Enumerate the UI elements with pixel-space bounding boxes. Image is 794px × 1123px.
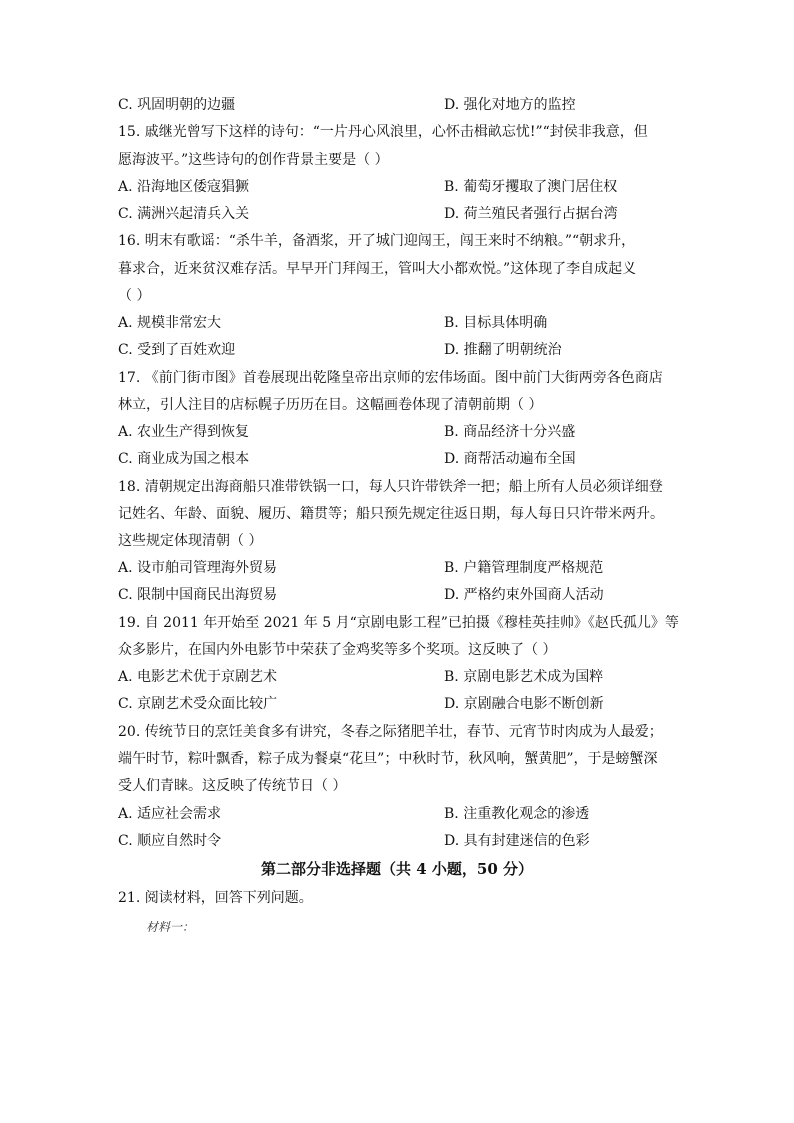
q16-option-a: A. 规模非常宏大 — [118, 315, 222, 331]
q21-material-label: 材料一： — [146, 920, 195, 934]
q18-stem-line2: 记姓名、年龄、面貌、履历、籍贯等；船只预先规定往返日期，每人每日只许带米两升。 — [118, 506, 664, 522]
q15-option-b: B. 葡萄牙攫取了澳门居住权 — [444, 179, 618, 195]
q15-option-c: C. 满洲兴起清兵入关 — [118, 206, 250, 222]
q19-option-d: D. 京剧融合电影不断创新 — [444, 696, 604, 712]
q20-option-a: A. 适应社会需求 — [118, 806, 222, 822]
prev-option-c: C. 巩固明朝的边疆 — [118, 97, 236, 113]
section2-title: 第二部分非选择题（共 4 小题，50 分） — [261, 860, 533, 878]
q16-option-b: B. 目标具体明确 — [444, 315, 548, 331]
q21-stem-line1: 21. 阅读材料，回答下列问题。 — [118, 890, 313, 906]
q19-option-b: B. 京剧电影艺术成为国粹 — [444, 669, 604, 685]
q20-stem-line3: 受人们青睐。这反映了传统节日（ ） — [118, 778, 347, 794]
q17-option-d: D. 商帮活动遍布全国 — [444, 451, 576, 467]
q18-stem-line3: 这些规定体现清朝（ ） — [118, 533, 263, 549]
q19-option-c: C. 京剧艺术受众面比较广 — [118, 696, 278, 712]
prev-option-d: D. 强化对地方的监控 — [444, 97, 576, 113]
q18-option-c: C. 限制中国商民出海贸易 — [118, 587, 278, 603]
q17-option-a: A. 农业生产得到恢复 — [118, 424, 250, 440]
q17-stem-line1: 17. 《前门街市图》首卷展现出乾隆皇帝出京师的宏伟场面。图中前门大街两旁各色商店 — [118, 370, 663, 386]
q20-stem-line1: 20. 传统节日的烹饪美食多有讲究，冬春之际猪肥羊壮，春节、元宵节时肉成为人最爱； — [118, 724, 663, 740]
q20-option-d: D. 具有封建迷信的色彩 — [444, 833, 590, 849]
q18-option-b: B. 户籍管理制度严格规范 — [444, 560, 604, 576]
q18-stem-line1: 18. 清朝规定出海商船只准带铁锅一口，每人只许带铁斧一把；船上所有人员必须详细登 — [118, 479, 663, 495]
q20-stem-line2: 端午时节，粽叶飘香，粽子成为餐桌“花旦”；中秋时节，秋风响，蟹黄肥”，于是螃蟹深 — [118, 751, 658, 767]
q19-option-a: A. 电影艺术优于京剧艺术 — [118, 669, 278, 685]
q15-stem-line1: 15. 戚继光曾写下这样的诗句：“一片丹心风浪里，心怀击楫畝忘忧!”“封侯非我意，但 — [118, 124, 648, 140]
q18-option-a: A. 设市舶司管理海外贸易 — [118, 560, 278, 576]
q16-stem-line2: 暮求合，近来贫汉难存活。早早开门拜闯王，管叫大小都欢悦。”这体现了李自成起义 — [118, 261, 637, 277]
q20-option-b: B. 注重教化观念的渗透 — [444, 806, 590, 822]
q15-option-d: D. 荷兰殖民者强行占据台湾 — [444, 206, 618, 222]
q17-option-b: B. 商品经济十分兴盛 — [444, 424, 576, 440]
q18-option-d: D. 严格约束外国商人活动 — [444, 587, 604, 603]
q19-stem-line1: 19. 自 2011 年开始至 2021 年 5 月“京剧电影工程”已拍摄《穆桂英挂帅》《赵氏孤儿》等 — [118, 615, 679, 631]
q16-option-d: D. 推翻了明朝统治 — [444, 342, 562, 358]
q20-option-c: C. 顺应自然时令 — [118, 833, 222, 849]
q19-stem-line2: 众多影片，在国内外电影节中荣获了金鸡奖等多个奖项。这反映了（ ） — [118, 642, 557, 658]
q16-stem-line3: （ ） — [118, 288, 151, 304]
q17-option-c: C. 商业成为国之根本 — [118, 451, 250, 467]
q17-stem-line2: 林立，引人注目的店标幌子历历在目。这幅画卷体现了清朝前期（ ） — [118, 397, 543, 413]
q16-stem-line1: 16. 明末有歌谣：“杀牛羊，备酒浆，开了城门迎闯王，闯王来时不纳粮。”“朝求升， — [118, 233, 636, 249]
q15-stem-line2: 愿海波平。”这些诗句的创作背景主要是（ ） — [118, 152, 389, 168]
q16-option-c: C. 受到了百姓欢迎 — [118, 342, 236, 358]
q15-option-a: A. 沿海地区倭寇猖獗 — [118, 179, 250, 195]
